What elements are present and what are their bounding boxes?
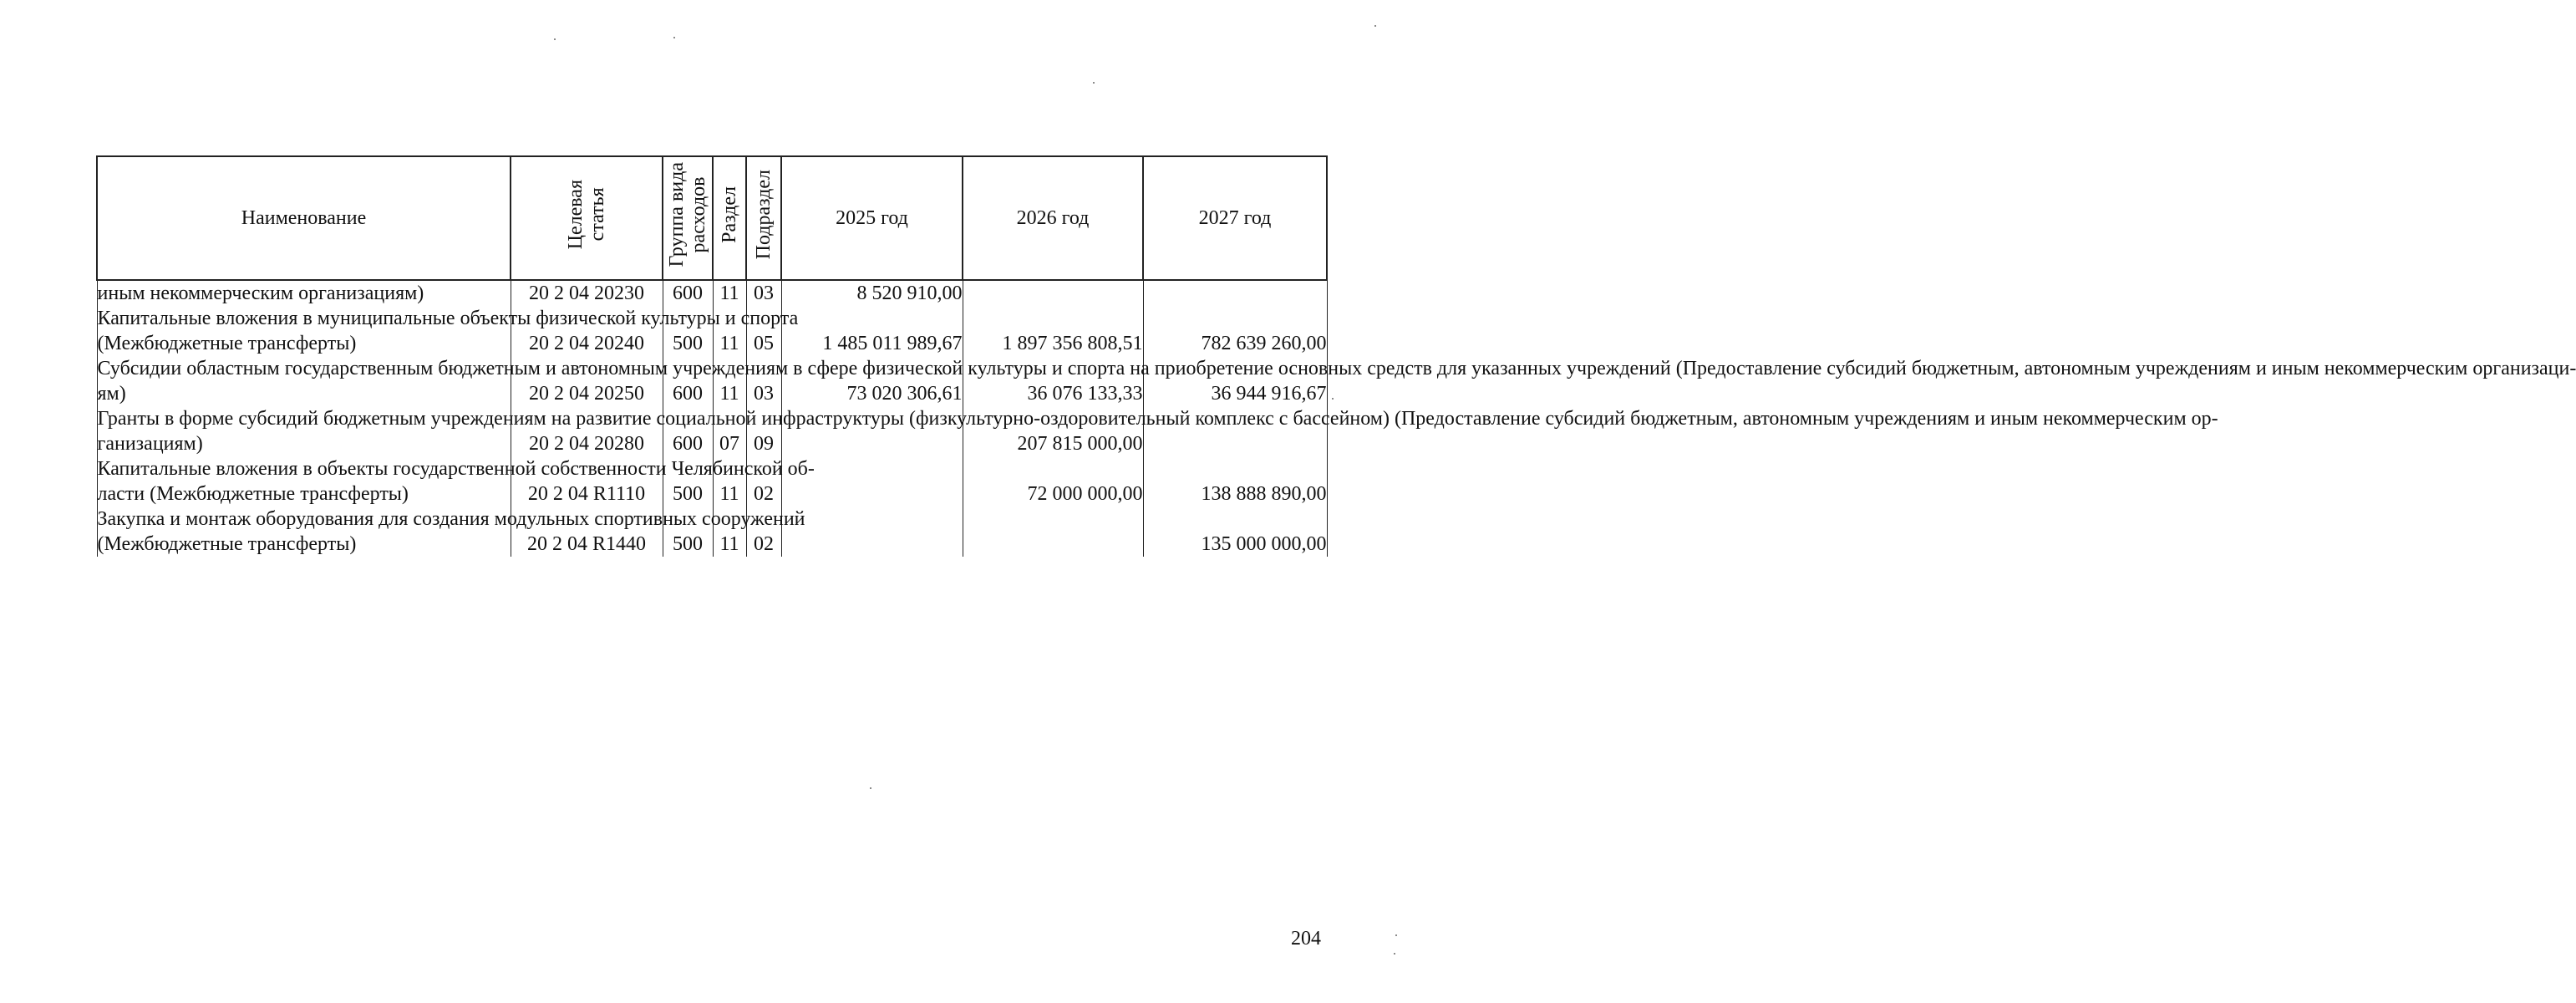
row-subsection: 02 [746, 456, 781, 507]
row-2026: 1 897 356 808,51 [963, 306, 1143, 356]
row-2027: 135 000 000,00 [1143, 507, 1327, 557]
row-2026 [963, 280, 1143, 306]
row-expense-group: 600 [663, 356, 713, 406]
scan-speck [673, 37, 675, 38]
row-name: Субсидии областным государственным бюджетным и автономным учреждениям в сфере физической культуры и спорта на приобретение основных средств для указанных учреждений (Предоставление субсидий бюджетным, автономным учреждениям и иным некоммерческим организаци- ям) [97, 358, 2576, 405]
row-target-article: 20 2 04 20230 [511, 280, 663, 306]
row-subsection: 02 [746, 507, 781, 557]
row-target-article: 20 2 04 20250 [511, 356, 663, 406]
row-2026: 36 076 133,33 [963, 356, 1143, 406]
row-2025 [781, 507, 963, 557]
row-2027: 782 639 260,00 [1143, 306, 1327, 356]
row-expense-group: 600 [663, 406, 713, 456]
row-expense-group: 500 [663, 306, 713, 356]
header-target-article: Целевая статья [511, 156, 663, 280]
header-section: Раздел [713, 156, 746, 280]
row-section: 11 [713, 306, 746, 356]
header-2027: 2027 год [1143, 156, 1327, 280]
row-2027: 36 944 916,67 [1143, 356, 1327, 406]
row-target-article: 20 2 04 20280 [511, 406, 663, 456]
row-2026: 72 000 000,00 [963, 456, 1143, 507]
scan-speck [1394, 953, 1395, 955]
row-section: 11 [713, 356, 746, 406]
table-row [97, 456, 1327, 507]
scan-speck [1374, 25, 1376, 27]
scan-speck [1395, 934, 1397, 936]
row-section: 11 [713, 280, 746, 306]
budget-table [96, 155, 2576, 557]
row-2025: 1 485 011 989,67 [781, 306, 963, 356]
row-2026: 207 815 000,00 [963, 406, 1143, 456]
row-name: иным некоммерческим организациям) [97, 280, 511, 306]
row-2026 [963, 507, 1143, 557]
row-subsection: 03 [746, 356, 781, 406]
row-name: Гранты в форме субсидий бюджетным учреждениям на развитие социальной инфраструктуры (физкультурно-оздоровительный комплекс с бассейном) (Предоставление субсидий бюджетным, автономным учреждениям и иным некоммерческим ор- ганизациям) [97, 408, 2218, 455]
row-2027 [1143, 280, 1327, 306]
header-subsection: Подраздел [746, 156, 781, 280]
row-subsection: 03 [746, 280, 781, 306]
row-target-article: 20 2 04 R1110 [511, 456, 663, 507]
row-subsection: 05 [746, 306, 781, 356]
row-name: Закупка и монтаж оборудования для создания модульных спортивных сооружений (Межбюджетные трансферты) [97, 508, 805, 555]
table-row [97, 280, 1327, 306]
header-row [97, 156, 1327, 280]
scan-speck [554, 38, 556, 40]
row-2025: 73 020 306,61 [781, 356, 963, 406]
row-expense-group: 500 [663, 507, 713, 557]
row-target-article: 20 2 04 20240 [511, 306, 663, 356]
page-number: 204 [1291, 928, 1321, 950]
scan-speck [1093, 82, 1095, 84]
header-expense-group: Группа вида расходов [663, 156, 713, 280]
table-row [97, 306, 1327, 356]
row-name: Капитальные вложения в объекты государственной собственности Челябинской об- ласти (Межбюджетные трансферты) [97, 458, 815, 505]
scan-speck [1332, 398, 1334, 400]
header-2026: 2026 год [963, 156, 1143, 280]
row-2027: 138 888 890,00 [1143, 456, 1327, 507]
table-row [97, 507, 1327, 557]
header-name: Наименование [97, 156, 511, 280]
row-expense-group: 600 [663, 280, 713, 306]
row-section: 11 [713, 456, 746, 507]
row-target-article: 20 2 04 R1440 [511, 507, 663, 557]
table-row [97, 356, 1327, 406]
row-subsection: 09 [746, 406, 781, 456]
header-2025: 2025 год [781, 156, 963, 280]
row-expense-group: 500 [663, 456, 713, 507]
row-section: 11 [713, 507, 746, 557]
table-row [97, 406, 1327, 456]
scan-speck [870, 787, 871, 789]
row-2025: 8 520 910,00 [781, 280, 963, 306]
row-section: 07 [713, 406, 746, 456]
row-name: Капитальные вложения в муниципальные объекты физической культуры и спорта (Межбюджетные трансферты) [97, 308, 799, 354]
